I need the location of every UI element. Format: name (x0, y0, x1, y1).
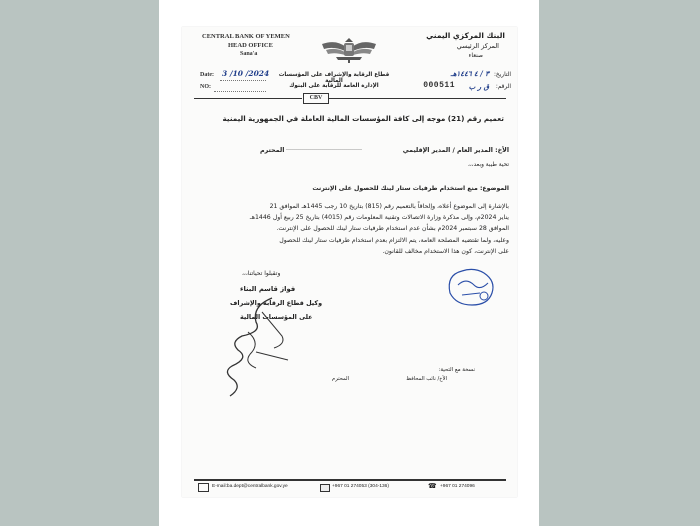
paragraph-1-line-1: بالإشارة إلى الموضوع أعلاه، وإلحاقاً بالتعميم رقم (815) بتاريخ 10 رجب 1445هـ الموافق 21 (269, 203, 509, 210)
copies-item-1: الأخ/ نائب المحافظ (406, 376, 447, 382)
signatory-title-line-1: وكيل قطاع الرقابة والإشراف (230, 299, 323, 307)
city-en: Sana'a (240, 51, 258, 57)
ar-date-value: ٣ / ٤ ١٤٤٦هـ (450, 69, 489, 78)
closing: وتقبلوا تحياتنا،،، (242, 270, 281, 277)
footer-email: E-mail:ba.dept@centralbank.gov.ye (212, 484, 288, 489)
signatory-name: فواز قاسم البناء (240, 285, 296, 293)
date-value: 3 /10 /2024 (222, 69, 270, 78)
fax-icon (320, 484, 330, 492)
no-label: NO: (200, 84, 211, 90)
paragraph-2-line-1: وعليه، ولما تقتضيه المصلحة العامة، يتم الالتزام بعدم استخدام طرفيات ستار لينك للحصول (279, 237, 509, 244)
head-office-ar: المركز الرئيسي (456, 42, 499, 50)
city-ar: صنعاء (468, 52, 483, 59)
footer-fax: +967 01 274053 (304-136) (332, 484, 389, 489)
footer-phone: +967 01 274096 (440, 484, 475, 489)
sector-name: قطاع الرقابة والإشراف على المؤسسات المالية (278, 72, 390, 84)
department-name: الإدارة العامة للرقابة على البنوك (289, 83, 379, 89)
addressee-dots: ...................................... (286, 145, 363, 152)
cbv-badge: CBV (303, 93, 329, 104)
greeting: تحية طيبة وبعد،،، (468, 162, 509, 168)
serial-number: 000511 (423, 81, 455, 90)
copies-heading: نسخة مع التحية: (438, 367, 475, 373)
copies-item-2: المحترم (332, 376, 350, 382)
handwritten-signature-icon (212, 292, 302, 402)
yemen-eagle-emblem-icon (318, 35, 380, 65)
signatory-title-line-2: على المؤسسات المالية (240, 313, 313, 321)
email-icon (198, 483, 209, 492)
head-office-en: HEAD OFFICE (228, 42, 273, 49)
bank-name-en: CENTRAL BANK OF YEMEN (202, 33, 290, 40)
ar-ref-label: الرقم: (495, 84, 511, 90)
paragraph-2-line-2: على الإنترنت، كون هذا الاستخدام مخالف للقانون. (382, 248, 509, 255)
ar-date-label: التاريخ: (493, 72, 511, 78)
subject-line: الموضوع: منع استخدام طرفيات ستار لينك للحصول على الإنترنت (312, 185, 509, 192)
date-label: Date: (200, 72, 214, 78)
circular-title: تعميم رقم (21) موجه إلى كافة المؤسسات المالية العاملة في الجمهورية اليمنية (222, 114, 504, 123)
addressee: الأخ: المدير العام / المدير الإقليمي (402, 147, 509, 154)
bank-name-ar: البنك المركزي اليمني (426, 31, 505, 40)
phone-icon: ☎ (428, 482, 437, 490)
paragraph-1-line-2: يناير 2024م، وإلى مذكرة وزارة الاتصالات وتقنية المعلومات رقم (4015) بتاريخ 25 ربيع أول 1446هـ (249, 214, 509, 221)
respected: المحترم (260, 147, 285, 154)
paragraph-1-line-3: الموافق 28 سبتمبر 2024م بشأن عدم استخدام طرفيات ستار لينك للحصول على الإنترنت. (276, 225, 509, 232)
blue-stamp-icon (444, 263, 500, 309)
ar-ref-value: ق ر ب (468, 82, 489, 91)
letter-page (182, 27, 517, 497)
